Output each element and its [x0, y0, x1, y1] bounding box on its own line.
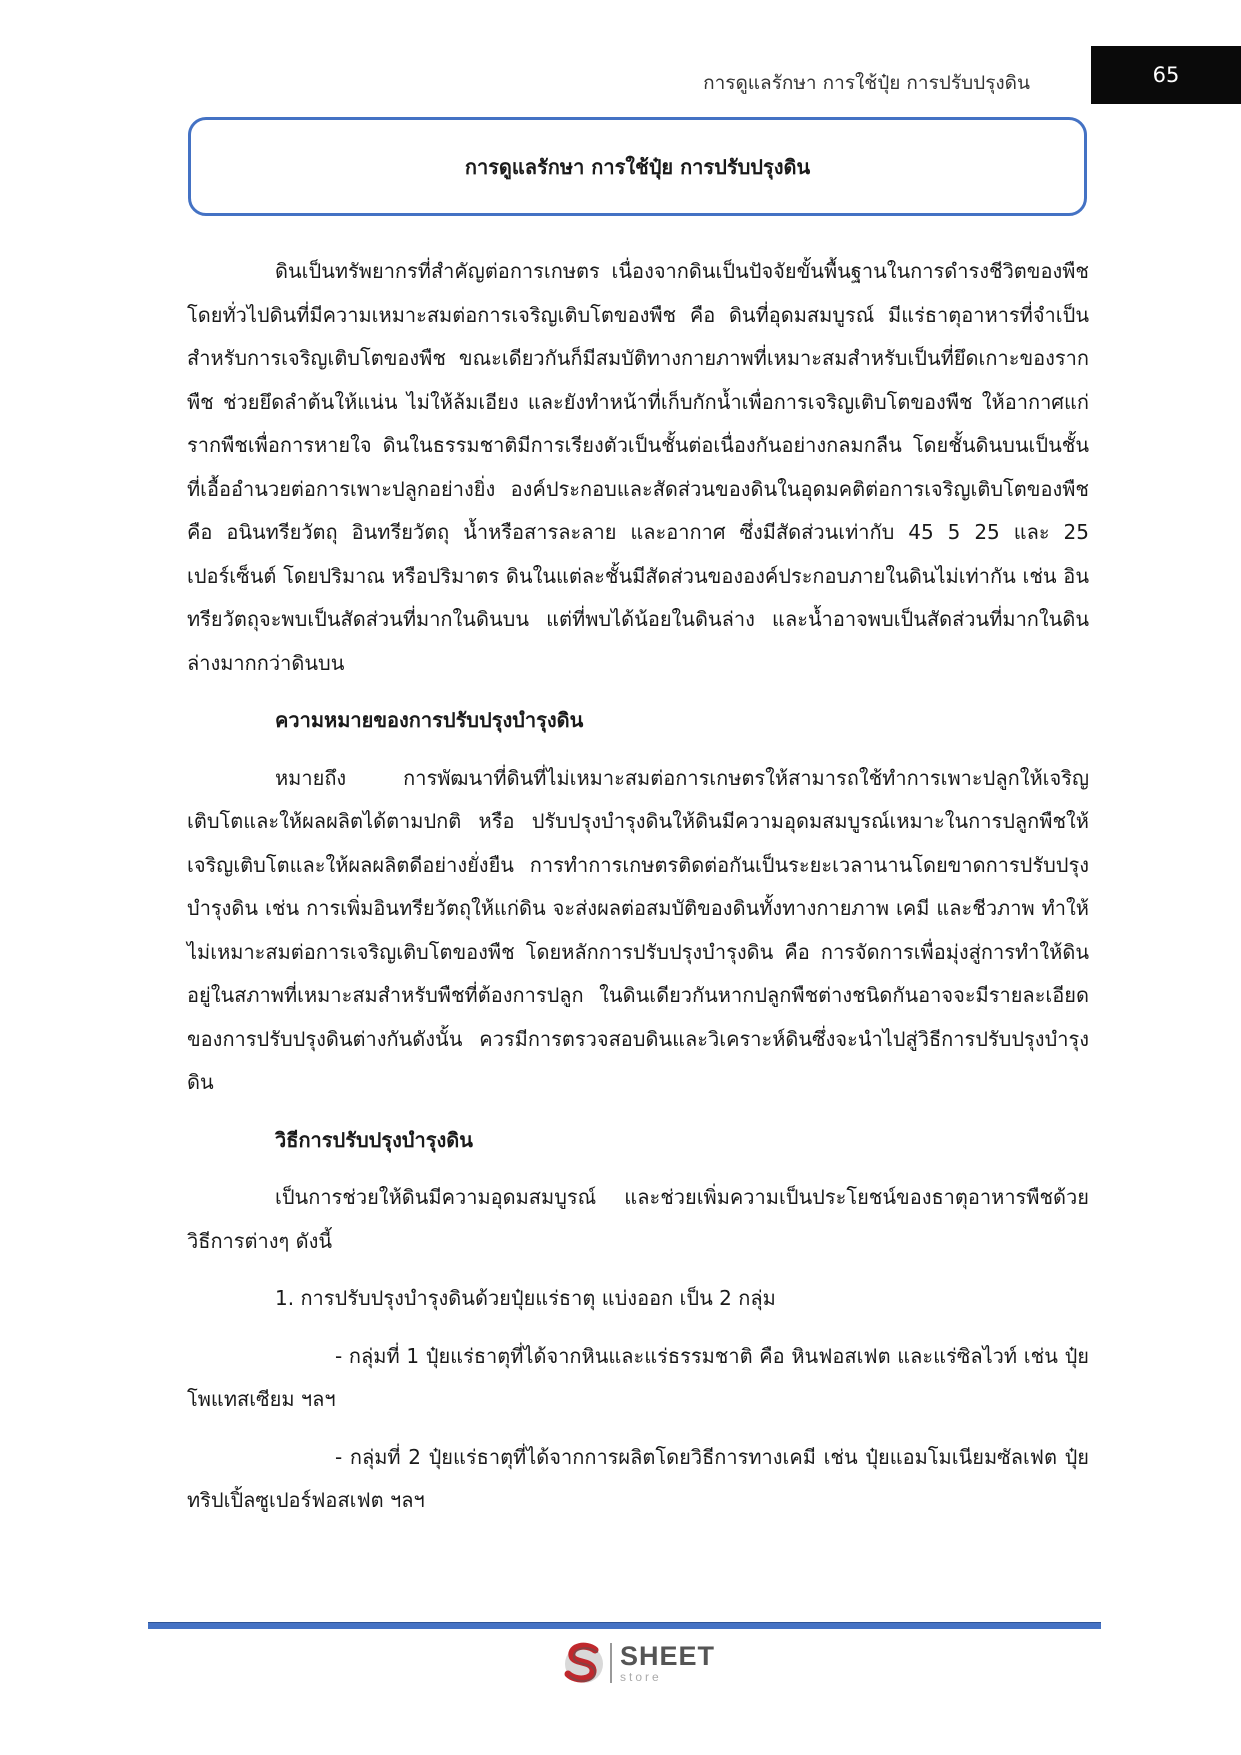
- sub-list-item: - กลุ่มที่ 2 ปุ๋ยแร่ธาตุที่ได้จากการผลิตโดยวิธีการทางเคมี เช่น ปุ๋ยแอมโมเนียมซัลเฟต ปุ๋ยทริปเปิ้ลซูเปอร์ฟอสเฟต ฯลฯ: [187, 1444, 1089, 1512]
- running-header: การดูแลรักษา การใช้ปุ๋ย การปรับปรุงดิน: [703, 72, 1030, 94]
- sheet-store-logo: [562, 1638, 715, 1688]
- list-item: 1. การปรับปรุงบำรุงดินด้วยปุ๋ยแร่ธาตุ แบ่งออก เป็น 2 กลุ่ม: [275, 1286, 776, 1310]
- document-title: การดูแลรักษา การใช้ปุ๋ย การปรับปรุงดิน: [188, 117, 1087, 216]
- footer-rule: [148, 1622, 1101, 1629]
- meaning-paragraph: หมายถึง การพัฒนาที่ดินที่ไม่เหมาะสมต่อการเกษตรให้สามารถใช้ทำการเพาะปลูกให้เจริญเติบโตและให้ผลผลิตได้ตามปกติ หรือ ปรับปรุงบำรุงดินให้ดินมีความอุดมสมบูรณ์เหมาะในการปลูกพืชให้เจริญเติบโตและให้ผลผลิตดีอย่างยั่งยืน การทำการเกษตรติดต่อกันเป็นระยะเวลานานโดยขาดการปรับปรุงบำรุงดิน เช่น การเพิ่มอินทรียวัตถุให้แก่ดิน จะส่งผลต่อสมบัติของดินทั้งทางกายภาพ เคมี และชีวภาพ ทำให้ไม่เหมาะสมต่อการเจริญเติบโตของพืช โดยหลักการปรับปรุงบำรุงดิน คือ การจัดการเพื่อมุ่งสู่การทำให้ดินอยู่ในสภาพที่เหมาะสมสำหรับพืชที่ต้องการปลูก ในดินเดียวกันหากปลูกพืชต่างชนิดกันอาจจะมีรายละเอียดของการปรับปรุงดินต่างกันดังนั้น ควรมีการตรวจสอบดินและวิเคราะห์ดินซึ่งจะนำไปสู่วิธีการปรับปรุงบำรุงดิน: [187, 765, 1089, 1094]
- logo-subtext: store: [620, 1670, 662, 1684]
- page-number: 65: [1091, 46, 1241, 104]
- methods-paragraph: เป็นการช่วยให้ดินมีความอุดมสมบูรณ์ และช่วยเพิ่มความเป็นประโยชน์ของธาตุอาหารพืชด้วยวิธีการต่างๆ ดังนี้: [187, 1185, 1089, 1253]
- intro-paragraph: ดินเป็นทรัพยากรที่สำคัญต่อการเกษตร เนื่องจากดินเป็นปัจจัยขั้นพื้นฐานในการดำรงชีวิตของพืช โดยทั่วไปดินที่มีความเหมาะสมต่อการเจริญเติบโตของพืช คือ ดินที่อุดมสมบูรณ์ มีแร่ธาตุอาหารที่จำเป็นสำหรับการเจริญเติบโตของพืช ขณะเดียวกันก็มีสมบัติทางกายภาพที่เหมาะสมสำหรับเป็นที่ยึดเกาะของรากพืช ช่วยยึดลำต้นให้แน่น ไม่ให้ล้มเอียง และยังทำหน้าที่เก็บกักน้ำเพื่อการเจริญเติบโตของพืช ให้อากาศแก่รากพืชเพื่อการหายใจ ดินในธรรมชาติมีการเรียงตัวเป็นชั้นต่อเนื่องกันอย่างกลมกลืน โดยชั้นดินบนเป็นชั้นที่เอื้ออำนวยต่อการเพาะปลูกอย่างยิ่ง องค์ประกอบและสัดส่วนของดินในอุดมคติต่อการเจริญเติบโตของพืช คือ อนินทรียวัตถุ อินทรียวัตถุ น้ำหรือสารละลาย และอากาศ ซึ่งมีสัดส่วนเท่ากับ 45 5 25 และ 25 เปอร์เซ็นต์ โดยปริมาณ หรือปริมาตร ดินในแต่ละชั้นมีสัดส่วนขององค์ประกอบภายในดินไม่เท่ากัน เช่น อินทรียวัตถุจะพบเป็นสัดส่วนที่มากในดินบน แต่ที่พบได้น้อยในดินล่าง และน้ำอาจพบเป็นสัดส่วนที่มากในดินล่างมากกว่าดินบน: [187, 259, 1089, 675]
- document-body: [187, 250, 1089, 1523]
- logo-s-icon: [562, 1640, 606, 1686]
- section-heading-methods: วิธีการปรับปรุงบำรุงดิน: [275, 1127, 473, 1152]
- sub-list-item: - กลุ่มที่ 1 ปุ๋ยแร่ธาตุที่ได้จากหินและแร่ธรรมชาติ คือ หินฟอสเฟต และแร่ซิลไวท์ เช่น ปุ๋ยโพแทสเซียม ฯลฯ: [187, 1343, 1089, 1411]
- logo-divider: [610, 1643, 612, 1683]
- logo-wordmark: SHEET: [620, 1641, 716, 1671]
- section-heading-meaning: ความหมายของการปรับปรุงบำรุงดิน: [275, 708, 584, 732]
